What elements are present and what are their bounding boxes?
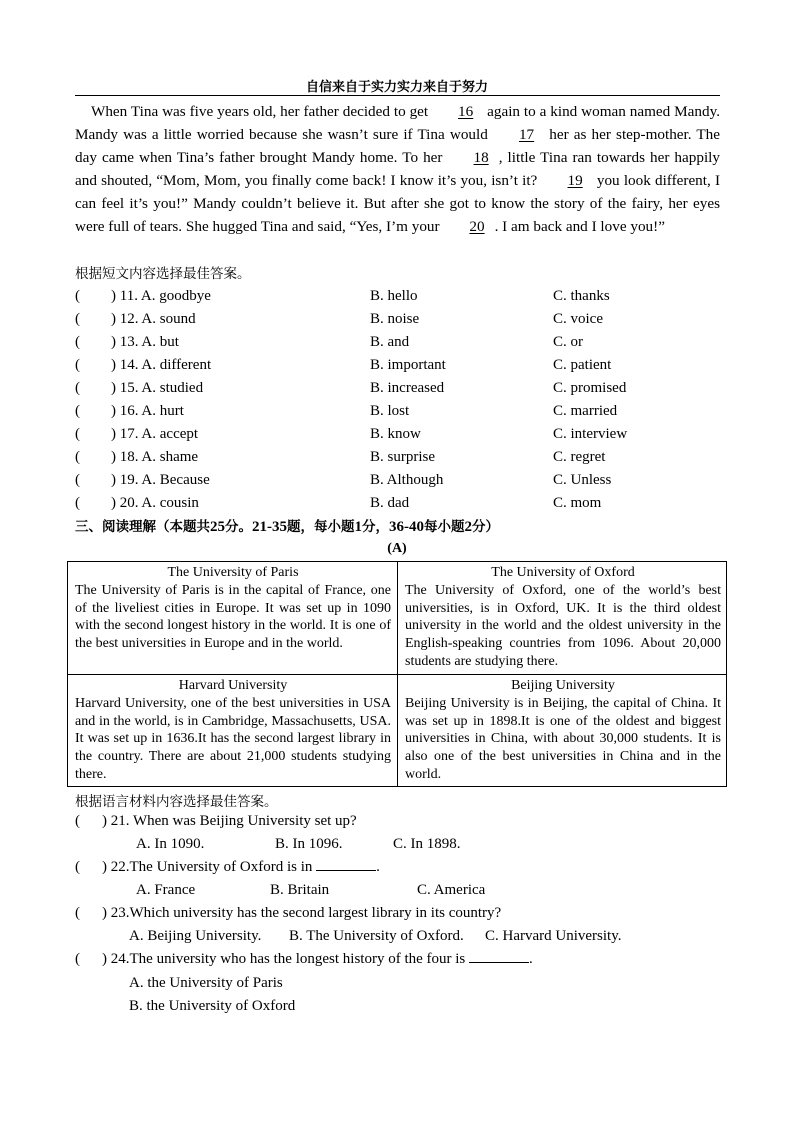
answer-paren: ( xyxy=(75,380,80,396)
cell-title: Harvard University xyxy=(178,678,288,693)
option-c: C. thanks xyxy=(553,288,610,304)
answer-paren: ( xyxy=(75,334,80,350)
passage-text: her as her step-mother. The day came when Tina’s father brought Mandy home. To her xyxy=(75,126,721,166)
passage-text: again to a kind woman named Mandy. Mandy was a little worried because she wasn’t sure if Tina would xyxy=(75,103,720,143)
option-c: C. In 1898. xyxy=(393,836,461,852)
instruction-reading: 根据语言材料内容选择最佳答案。 xyxy=(75,794,278,810)
answer-paren: ( xyxy=(75,357,80,373)
question-24 xyxy=(75,948,720,971)
option-b: B. the University of Oxford xyxy=(129,998,296,1014)
blank-16: 16 xyxy=(458,103,474,120)
answer-paren: ( xyxy=(75,813,80,829)
cell-text: The University of Paris is in the capital of France, one of the liveliest cities in Europe. It was set up in 1090 with the second longest history in the world. It is one of the best universities in Europe and in the world. xyxy=(75,582,391,652)
passage-text: you look different, I can feel it’s you!” Mandy couldn’t believe it. But after she got to know the story of the fairy, her eyes were full of tears. She hugged Tina and said, “Yes, I’m your xyxy=(75,172,721,235)
cloze-question-row xyxy=(75,423,720,446)
table-cell-harvard xyxy=(68,675,398,787)
option-b: B. noise xyxy=(370,311,420,327)
cell-title: The University of Paris xyxy=(167,565,299,580)
table-cell-oxford xyxy=(398,562,727,675)
option-b: B. The University of Oxford. xyxy=(289,928,464,944)
question-stem: ) 24.The university who has the longest history of the four is . xyxy=(102,948,533,971)
question-stem: ) 22.The University of Oxford is in . xyxy=(102,856,380,879)
answer-paren: ( xyxy=(75,905,80,921)
option-c: C. America xyxy=(417,882,486,898)
answer-paren: ( xyxy=(75,449,80,465)
option-c: C. interview xyxy=(553,426,628,442)
table-cell-paris xyxy=(68,562,398,675)
question-option-a: ) 13. A. but xyxy=(111,334,179,350)
answer-paren: ( xyxy=(75,403,80,419)
option-c: C. voice xyxy=(553,311,603,327)
option-c: C. Harvard University. xyxy=(485,928,622,944)
cloze-question-row xyxy=(75,308,720,331)
question-21-options xyxy=(75,833,720,856)
question-22-options xyxy=(75,879,720,902)
option-c: C. Unless xyxy=(553,472,612,488)
answer-blank xyxy=(316,856,376,871)
cloze-question-row xyxy=(75,377,720,400)
answer-paren: ( xyxy=(75,859,80,875)
question-option-a: ) 14. A. different xyxy=(111,357,212,373)
passage-text: When Tina was five years old, her father decided to get xyxy=(91,103,429,120)
option-b: B. hello xyxy=(370,288,418,304)
cloze-question-row xyxy=(75,354,720,377)
question-option-a: ) 12. A. sound xyxy=(111,311,196,327)
option-b: B. and xyxy=(370,334,410,350)
passage-text: , little Tina ran towards her happily and shouted, “Mom, Mom, you finally come back! I know it’s you, isn’t it? xyxy=(75,149,720,189)
instruction-cloze: 根据短文内容选择最佳答案。 xyxy=(75,266,251,282)
cell-title: The University of Oxford xyxy=(491,565,635,580)
option-b: B. Britain xyxy=(270,882,330,898)
passage-text: . I am back and I love you!” xyxy=(494,218,665,235)
cloze-question-row xyxy=(75,492,720,515)
option-c: C. patient xyxy=(553,357,612,373)
answer-paren: ( xyxy=(75,495,80,511)
question-option-a: ) 20. A. cousin xyxy=(111,495,199,511)
option-c: C. married xyxy=(553,403,618,419)
option-b: B. surprise xyxy=(370,449,435,465)
answer-paren: ( xyxy=(75,311,80,327)
option-b: B. dad xyxy=(370,495,410,511)
answer-paren: ( xyxy=(75,288,80,304)
question-stem: ) 23.Which university has the second largest library in its country? xyxy=(102,905,502,921)
question-option-a: ) 19. A. Because xyxy=(111,472,210,488)
blank-19: 19 xyxy=(567,172,583,189)
table-cell-beijing xyxy=(398,675,727,787)
cloze-question-row xyxy=(75,400,720,423)
option-b: B. Although xyxy=(370,472,444,488)
question-option-a: ) 11. A. goodbye xyxy=(111,288,211,304)
option-a: A. In 1090. xyxy=(136,836,205,852)
option-c: C. promised xyxy=(553,380,627,396)
cell-text: The University of Oxford, one of the world’s best universities, is in Oxford, UK. It is the third oldest university in the world and the oldest university in the English-speaking countries from 1096. About 20,000 students are studying there. xyxy=(405,582,721,669)
blank-18: 18 xyxy=(473,149,489,166)
header-divider xyxy=(75,95,720,96)
option-b: B. lost xyxy=(370,403,410,419)
question-23-options xyxy=(75,925,720,948)
cell-title: Beijing University xyxy=(511,678,615,693)
question-option-a: ) 16. A. hurt xyxy=(111,403,184,419)
option-a: A. the University of Paris xyxy=(129,975,283,991)
option-a: A. France xyxy=(136,882,196,898)
answer-paren: ( xyxy=(75,472,80,488)
option-c: C. mom xyxy=(553,495,602,511)
blank-17: 17 xyxy=(518,126,535,143)
question-option-a: ) 15. A. studied xyxy=(111,380,204,396)
cloze-question-row xyxy=(75,285,720,308)
question-22 xyxy=(75,856,720,879)
option-b: B. increased xyxy=(370,380,445,396)
cloze-question-row xyxy=(75,446,720,469)
page-header: 自信来自于实力实力来自于努力 xyxy=(305,80,488,95)
question-24-option-a-row xyxy=(75,972,720,995)
option-c: C. or xyxy=(553,334,583,350)
cloze-question-row xyxy=(75,331,720,354)
section-heading-reading: 三、阅读理解（本题共25分。21-35题，每小题1分，36-40每小题2分） xyxy=(75,519,499,535)
question-23 xyxy=(75,902,720,925)
passage-a-label: (A) xyxy=(387,541,407,556)
question-option-a: ) 17. A. accept xyxy=(111,426,199,442)
cell-text: Harvard University, one of the best universities in USA and in the world, is in Cambridge, Massachusetts, USA. It was set up in 1636.It has the second largest library in the country. There are about 21,000 students studying there. xyxy=(75,695,391,782)
answer-paren: ( xyxy=(75,426,80,442)
question-stem: ) 21. When was Beijing University set up? xyxy=(102,813,357,829)
cloze-passage xyxy=(75,100,720,238)
cloze-question-row xyxy=(75,469,720,492)
option-c: C. regret xyxy=(553,449,606,465)
option-b: B. important xyxy=(370,357,446,373)
option-b: B. know xyxy=(370,426,421,442)
option-b: B. In 1096. xyxy=(275,836,343,852)
question-option-a: ) 18. A. shame xyxy=(111,449,199,465)
question-21 xyxy=(75,810,720,833)
answer-paren: ( xyxy=(75,951,80,967)
university-table xyxy=(67,561,727,787)
question-24-option-b-row xyxy=(75,995,720,1018)
cell-text: Beijing University is in Beijing, the capital of China. It was set up in 1898.It is one of the oldest and biggest universities in China, with about 30,000 students. It is also one of the best universities in China and in the world. xyxy=(405,695,721,782)
option-a: A. Beijing University. xyxy=(129,928,262,944)
blank-20: 20 xyxy=(469,218,485,235)
answer-blank xyxy=(469,948,529,963)
